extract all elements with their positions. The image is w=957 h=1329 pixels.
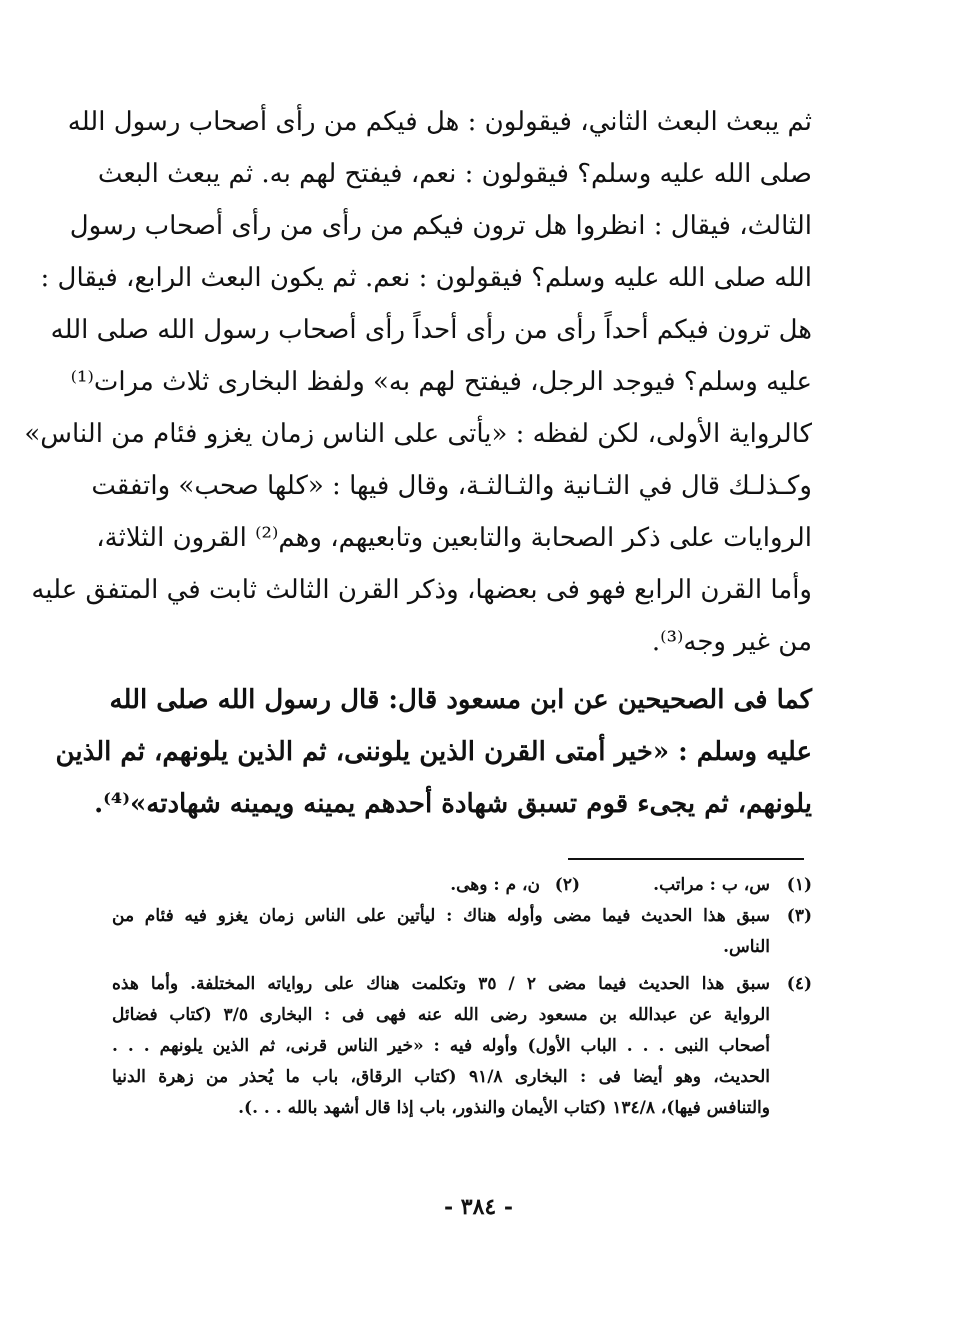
footnote-text — [112, 969, 770, 1124]
text-line: الثالث، فيقال : انظروا هل ترون فيكم من رأى من رأى أصحاب رسول — [69, 211, 812, 241]
text-line: يلونهم، ثم يجىء قوم تسبق شهادة أحدهم يمينه ويمينه شهادته»⁽⁴⁾. — [94, 789, 812, 819]
text-line: وأما القرن الرابع فهو فى بعضها، وذكر القرن الثالث ثابت في المتفق عليه — [31, 575, 812, 605]
text-line: ثم يبعث البعث الثاني، فيقولون : هل فيكم من رأى أصحاب رسول الله — [67, 107, 812, 137]
footnote-row — [112, 870, 812, 901]
footnote-line: الحديث، وهو أيضا فى : البخارى ٩١/٨ (كتاب الرقاق، باب ما يُحذر من زهرة الدنيا — [112, 1067, 770, 1087]
text-line: الروايات على ذكر الصحابة والتابعين وتابعيهم، وهم⁽²⁾ القرون الثلاثة، — [96, 523, 812, 553]
footnote-2-text: ن، م : وهى. — [450, 875, 540, 895]
page-number: - ٣٨٤ - — [443, 1194, 514, 1220]
text-line: هل ترون فيكم أحداً رأى من رأى أحداً رأى أصحاب رسول الله صلى الله — [50, 315, 812, 345]
footnotes — [112, 870, 812, 1124]
text-line: وكـذلـك قال في الثـانية والثـالثـة، وقال فيها : «كلها صحب» واتفقت — [91, 471, 812, 501]
footnote-number: (٢) — [554, 875, 580, 895]
footnote-line: سبق هذا الحديث فيما مضى وأوله هناك : ليأتين على الناس زمان يغزو فيه فئام من — [112, 906, 770, 926]
footnote-text — [112, 901, 770, 963]
text-line: كما فى الصحيحين عن ابن مسعود قال: قال رسول الله صلى الله — [109, 685, 812, 715]
paragraph-1 — [24, 96, 812, 668]
footnote-1-text: س، ب : مراتب. — [653, 875, 770, 895]
text-line: عليه وسلم : «خير أمتى القرن الذين يلوننى، ثم الذين يلونهم، ثم الذين — [55, 737, 812, 767]
text-line: الله صلى الله عليه وسلم؟ فيقولون : نعم. ثم يكون البعث الرابع، فيقال : — [40, 263, 812, 293]
footnote-separator — [568, 858, 804, 860]
paragraph-2 — [55, 674, 812, 830]
footnote-row — [112, 969, 812, 1124]
footnote-line: سبق هذا الحديث فيما مضى ٢ / ٣٥ وتكلمت هناك على رواياته المختلفة. وأما هذه — [112, 974, 771, 994]
footnote-line: الناس. — [723, 937, 770, 957]
text-line: عليه وسلم؟ فيوجد الرجل، فيفتح لهم به» ولفظ البخارى ثلاث مرات⁽¹⁾ — [70, 367, 812, 397]
footnote-line: أصحاب النبى . . . الباب الأول) وأوله فيه : «خير الناس قرنى، ثم الذين يلونهم . . . — [112, 1036, 770, 1056]
footnote-line: والتنافس فيها)، ١٣٤/٨ (كتاب الأيمان والنذور، باب إذا قال أشهد بالله . . .). — [238, 1098, 770, 1118]
footnote-line: الرواية عن عبدالله بن مسعود رضى الله عنه فهى فى : البخارى ٣/٥ (كتاب فضائل — [112, 1005, 770, 1025]
footnote-number: (٣) — [786, 906, 812, 926]
text-line: كالرواية الأولى، لكن لفظه : «يأتى على الناس زمان يغزو فئام من الناس» — [24, 419, 812, 449]
main-text — [24, 96, 812, 830]
footnote-row — [112, 901, 812, 963]
footnote-text — [112, 870, 770, 901]
footnote-number: (٤) — [786, 974, 812, 994]
text-line: صلى الله عليه وسلم؟ فيقولون : نعم، فيفتح لهم به. ثم يبعث البعث — [97, 159, 812, 189]
text-line: من غير وجه⁽³⁾. — [651, 627, 812, 657]
footnote-number: (١) — [786, 875, 812, 895]
